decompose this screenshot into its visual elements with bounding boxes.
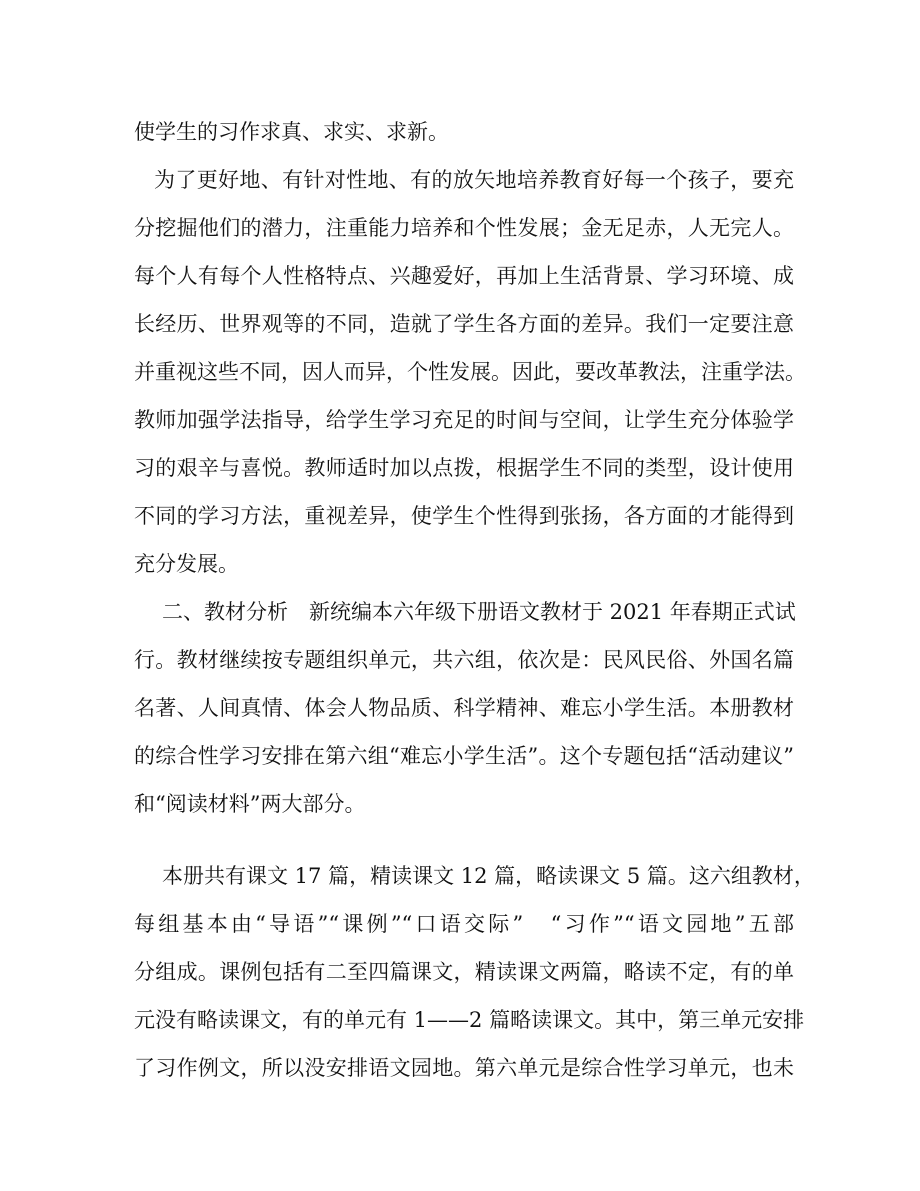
text-line: 分组成。课例包括有二至四篇课文，精读课文两篇，略读不定，有的单 bbox=[134, 960, 794, 984]
text-line: 本册共有课文 17 篇，精读课文 12 篇，略读课文 5 篇。这六组教材， bbox=[162, 864, 815, 888]
text-line: 教师加强学法指导，给学生学习充足的时间与空间，让学生充分体验学 bbox=[134, 408, 794, 432]
text-line: 不同的学习方法，重视差异，使学生个性得到张扬，各方面的才能得到 bbox=[134, 504, 794, 528]
text-line: 使学生的习作求真、求实、求新。 bbox=[134, 120, 449, 144]
text-line: 每个人有每个人性格特点、兴趣爱好，再加上生活背景、学习环境、成 bbox=[134, 264, 794, 288]
text-line: 充分发展。 bbox=[134, 552, 239, 576]
text-line: 行。教材继续按专题组织单元，共六组，依次是：民风民俗、外国名篇 bbox=[134, 648, 794, 672]
text-line: 名著、人间真情、体会人物品质、科学精神、难忘小学生活。本册教材 bbox=[134, 696, 794, 720]
text-line: 每组基本由“导语”“课例”“口语交际” “习作”“语文园地”五部 bbox=[134, 912, 794, 936]
text-line: 习的艰辛与喜悦。教师适时加以点拨，根据学生不同的类型，设计使用 bbox=[134, 456, 794, 480]
text-line: 了习作例文，所以没安排语文园地。第六单元是综合性学习单元，也未 bbox=[134, 1056, 794, 1080]
text-line: 长经历、世界观等的不同，造就了学生各方面的差异。我们一定要注意 bbox=[134, 312, 794, 336]
text-line: 并重视这些不同，因人而异，个性发展。因此，要改革教法，注重学法。 bbox=[134, 360, 806, 384]
text-line: 分挖掘他们的潜力，注重能力培养和个性发展；金无足赤，人无完人。 bbox=[134, 216, 794, 240]
text-line: 元没有略读课文，有的单元有 1——2 篇略读课文。其中，第三单元安排 bbox=[134, 1008, 805, 1032]
text-line: 为了更好地、有针对性地、有的放矢地培养教育好每一个孩子，要充 bbox=[154, 168, 794, 192]
text-line: 和“阅读材料”两大部分。 bbox=[134, 792, 366, 816]
text-line: 的综合性学习安排在第六组“难忘小学生活”。这个专题包括“活动建议” bbox=[134, 744, 794, 768]
text-line: 二、教材分析 新统编本六年级下册语文教材于 2021 年春期正式试 bbox=[162, 600, 796, 624]
